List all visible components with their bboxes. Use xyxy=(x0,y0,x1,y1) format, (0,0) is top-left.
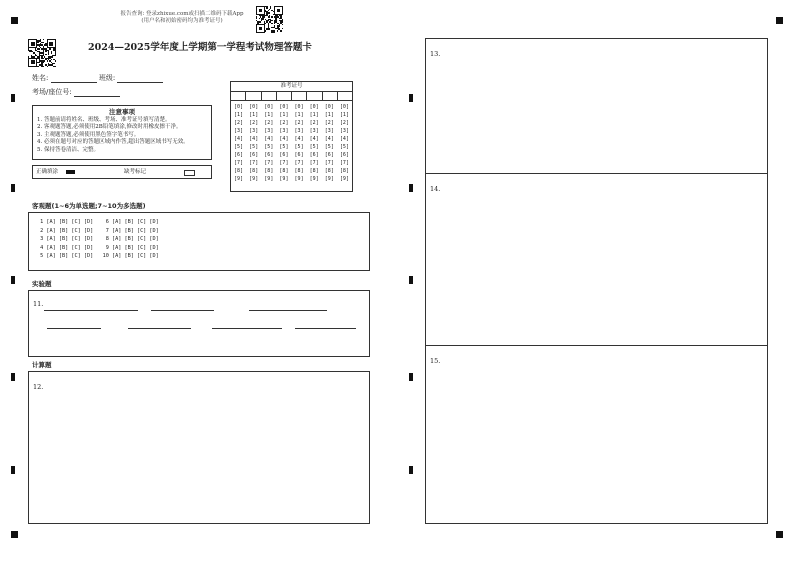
exam-id-bubble[interactable]: [3] xyxy=(294,128,304,134)
exam-id-write-cell[interactable] xyxy=(262,92,277,100)
calculation-title: 计算题 xyxy=(32,361,52,369)
objective-row[interactable]: 3 [A] [B] [C] [D] 8 [A] [B] [C] [D] xyxy=(37,236,159,242)
question-12-box[interactable] xyxy=(28,371,370,524)
exam-id-bubble[interactable]: [1] xyxy=(234,112,244,118)
exam-id-bubble[interactable]: [9] xyxy=(309,176,319,182)
exam-id-bubble[interactable]: [5] xyxy=(324,144,334,150)
exam-id-bubble[interactable]: [0] xyxy=(294,104,304,110)
exam-id-column xyxy=(307,103,322,183)
exam-id-bubble[interactable]: [5] xyxy=(339,144,349,150)
exam-id-bubble[interactable]: [0] xyxy=(324,104,334,110)
exam-id-bubble[interactable]: [4] xyxy=(294,136,304,142)
exam-id-bubble[interactable]: [3] xyxy=(249,128,259,134)
question-12-label: 12. xyxy=(33,383,44,391)
page-title: 2024—2025学年度上学期第一学程考试物理答题卡 xyxy=(88,42,312,53)
exam-id-bubble[interactable]: [8] xyxy=(324,168,334,174)
exam-id-bubble[interactable]: [8] xyxy=(339,168,349,174)
exam-id-bubble[interactable]: [6] xyxy=(264,152,274,158)
objective-row[interactable]: 1 [A] [B] [C] [D] 6 [A] [B] [C] [D] xyxy=(37,219,159,225)
class-label: 班级: xyxy=(98,74,116,82)
objective-row[interactable]: 2 [A] [B] [C] [D] 7 [A] [B] [C] [D] xyxy=(37,227,159,234)
exam-id-bubble[interactable]: [5] xyxy=(264,144,274,150)
correct-fill-label: 正确填涂 xyxy=(36,169,59,175)
exam-id-write-cell[interactable] xyxy=(323,92,338,100)
objective-title: 客观题(1~6为单选题;7~10为多选题) xyxy=(32,202,146,210)
note-item: 5. 保持答卷清洁、完整。 xyxy=(37,146,99,153)
exam-id-bubble[interactable]: [3] xyxy=(339,128,349,134)
exam-id-bubble[interactable]: [1] xyxy=(339,112,349,118)
exam-id-bubble[interactable]: [4] xyxy=(249,136,259,142)
exam-id-bubble[interactable]: [4] xyxy=(279,136,289,142)
objective-box xyxy=(28,212,370,271)
exam-id-bubble[interactable]: [6] xyxy=(234,152,244,158)
exam-id-bubble[interactable]: [2] xyxy=(234,120,244,126)
note-item: 3. 主观题答题,必须使用黑色签字笔书写。 xyxy=(37,131,140,138)
timing-mark xyxy=(11,184,15,192)
exam-id-bubble[interactable]: [9] xyxy=(339,176,349,182)
report-notice-line1: 报告查询: 登录zhixue.com或扫描二维码下载App xyxy=(120,11,244,17)
notes-box xyxy=(32,105,212,160)
exam-id-bubble[interactable]: [1] xyxy=(279,112,289,118)
exam-id-bubble[interactable]: [6] xyxy=(294,152,304,158)
exam-id-bubble[interactable]: [3] xyxy=(324,128,334,134)
exam-id-bubble[interactable]: [8] xyxy=(294,168,304,174)
exam-id-bubble[interactable]: [0] xyxy=(309,104,319,110)
question-11-label: 11. xyxy=(33,300,44,308)
corner-mark-bottom-left xyxy=(11,531,18,538)
timing-mark xyxy=(11,373,15,381)
exam-id-box xyxy=(230,81,353,192)
exam-id-bubble[interactable]: [4] xyxy=(309,136,319,142)
exam-id-bubble[interactable]: [7] xyxy=(234,160,244,166)
exam-id-write-cell[interactable] xyxy=(246,92,261,100)
absent-mark-box[interactable] xyxy=(184,170,195,176)
exam-id-column xyxy=(276,103,291,183)
note-item: 1. 答题前请将姓名、班级、考场、准考证号填写清楚。 xyxy=(37,117,171,123)
exam-id-bubble[interactable]: [4] xyxy=(264,136,274,142)
timing-mark xyxy=(11,466,15,474)
exam-id-bubble-grid xyxy=(231,101,352,183)
class-field[interactable] xyxy=(117,82,163,83)
exam-id-bubble[interactable]: [5] xyxy=(279,144,289,150)
exam-id-bubble[interactable]: [9] xyxy=(324,176,334,182)
exam-id-bubble[interactable]: [7] xyxy=(339,160,349,166)
answer-blank[interactable] xyxy=(212,328,282,329)
exam-id-bubble[interactable]: [7] xyxy=(264,160,274,166)
qr-code-sheet xyxy=(28,39,56,67)
exam-id-title: 准考证号 xyxy=(231,82,352,92)
exam-id-write-cell[interactable] xyxy=(231,92,246,100)
exam-id-column xyxy=(231,103,246,183)
exam-id-bubble[interactable]: [5] xyxy=(294,144,304,150)
exam-id-bubble[interactable]: [7] xyxy=(294,160,304,166)
exam-id-bubble[interactable]: [8] xyxy=(264,168,274,174)
exam-id-bubble[interactable]: [2] xyxy=(249,120,259,126)
exam-id-bubble[interactable]: [3] xyxy=(279,128,289,134)
exam-id-bubble[interactable]: [8] xyxy=(249,168,259,174)
corner-mark-bottom-right xyxy=(776,531,783,538)
exam-id-write-row[interactable] xyxy=(231,92,352,101)
exam-id-bubble[interactable]: [2] xyxy=(339,120,349,126)
objective-row[interactable]: 5 [A] [B] [C] [D] 10 [A] [B] [C] [D] xyxy=(37,253,159,259)
timing-mark xyxy=(409,94,413,102)
timing-mark xyxy=(409,466,413,474)
exam-id-bubble[interactable]: [9] xyxy=(264,176,274,182)
exam-id-write-cell[interactable] xyxy=(292,92,307,100)
notes-title: 注意事项 xyxy=(109,108,135,116)
experiment-box xyxy=(28,290,370,357)
answer-blank[interactable] xyxy=(151,310,214,311)
note-item: 4. 必须在题号对应的答题区域内作答,超出答题区域书写无效。 xyxy=(37,139,189,146)
question-15-box[interactable] xyxy=(425,345,768,524)
exam-id-bubble[interactable]: [9] xyxy=(234,176,244,182)
exam-id-column xyxy=(292,103,307,183)
exam-id-bubble[interactable]: [1] xyxy=(324,112,334,118)
corner-mark-top-right xyxy=(776,17,783,24)
seat-field[interactable] xyxy=(74,96,120,97)
exam-id-column xyxy=(246,103,261,183)
question-15-label: 15. xyxy=(430,357,441,365)
exam-id-bubble[interactable]: [4] xyxy=(324,136,334,142)
exam-id-bubble[interactable]: [5] xyxy=(249,144,259,150)
exam-id-bubble[interactable]: [4] xyxy=(339,136,349,142)
exam-id-bubble[interactable]: [1] xyxy=(264,112,274,118)
exam-id-bubble[interactable]: [3] xyxy=(234,128,244,134)
exam-id-bubble[interactable]: [3] xyxy=(264,128,274,134)
timing-mark xyxy=(409,184,413,192)
correct-fill-sample xyxy=(66,170,75,174)
qr-code-app xyxy=(256,6,283,33)
exam-id-bubble[interactable]: [0] xyxy=(234,104,244,110)
answer-blank[interactable] xyxy=(295,328,356,329)
exam-id-bubble[interactable]: [7] xyxy=(324,160,334,166)
exam-id-bubble[interactable]: [6] xyxy=(309,152,319,158)
timing-mark xyxy=(11,94,15,102)
exam-id-column xyxy=(261,103,276,183)
exam-id-write-cell[interactable] xyxy=(277,92,292,100)
report-notice-line2: (用户名和初始密码均为准考证号) xyxy=(141,18,223,25)
experiment-title: 实验题 xyxy=(32,280,52,288)
exam-id-bubble[interactable]: [7] xyxy=(249,160,259,166)
exam-id-write-cell[interactable] xyxy=(338,92,352,100)
exam-id-bubble[interactable]: [0] xyxy=(279,104,289,110)
name-field[interactable] xyxy=(51,82,97,83)
question-13-box[interactable] xyxy=(425,38,768,174)
exam-id-bubble[interactable]: [8] xyxy=(279,168,289,174)
exam-id-bubble[interactable]: [6] xyxy=(279,152,289,158)
exam-id-bubble[interactable]: [7] xyxy=(279,160,289,166)
exam-id-bubble[interactable]: [5] xyxy=(309,144,319,150)
exam-id-bubble[interactable]: [2] xyxy=(294,120,304,126)
exam-id-bubble[interactable]: [2] xyxy=(324,120,334,126)
exam-id-bubble[interactable]: [6] xyxy=(324,152,334,158)
report-notice xyxy=(112,11,252,26)
exam-id-bubble[interactable]: [9] xyxy=(294,176,304,182)
absent-mark-label: 缺考标记 xyxy=(124,169,147,175)
exam-id-bubble[interactable]: [2] xyxy=(264,120,274,126)
exam-id-bubble[interactable]: [1] xyxy=(309,112,319,118)
exam-id-bubble[interactable]: [6] xyxy=(339,152,349,158)
exam-id-bubble[interactable]: [1] xyxy=(294,112,304,118)
name-label: 姓名: xyxy=(32,74,49,82)
question-14-label: 14. xyxy=(430,185,441,193)
exam-id-write-cell[interactable] xyxy=(307,92,322,100)
fill-legend xyxy=(32,165,212,179)
exam-id-bubble[interactable]: [5] xyxy=(234,144,244,150)
exam-id-bubble[interactable]: [4] xyxy=(234,136,244,142)
exam-id-bubble[interactable]: [8] xyxy=(309,168,319,174)
timing-mark xyxy=(11,276,15,284)
exam-id-column xyxy=(322,103,337,183)
exam-id-bubble[interactable]: [1] xyxy=(249,112,259,118)
exam-id-bubble[interactable]: [3] xyxy=(309,128,319,134)
exam-id-bubble[interactable]: [2] xyxy=(279,120,289,126)
question-14-box[interactable] xyxy=(425,173,768,346)
answer-blank[interactable] xyxy=(249,310,327,311)
answer-blank[interactable] xyxy=(44,310,138,311)
timing-mark xyxy=(409,276,413,284)
answer-blank[interactable] xyxy=(128,328,191,329)
question-13-label: 13. xyxy=(430,50,441,58)
corner-mark-top-left xyxy=(11,17,18,24)
exam-id-bubble[interactable]: [0] xyxy=(264,104,274,110)
timing-mark xyxy=(409,373,413,381)
exam-id-bubble[interactable]: [0] xyxy=(339,104,349,110)
note-item: 2. 客观题答题,必须使用2B铅笔填涂,修改时用橡皮擦干净。 xyxy=(37,124,182,131)
student-info xyxy=(32,73,163,100)
exam-id-bubble[interactable]: [8] xyxy=(234,168,244,174)
notes-list xyxy=(37,117,207,154)
exam-id-bubble[interactable]: [9] xyxy=(279,176,289,182)
exam-id-bubble[interactable]: [0] xyxy=(249,104,259,110)
exam-id-column xyxy=(337,103,352,183)
seat-label: 考场/座位号: xyxy=(32,88,72,96)
exam-id-bubble[interactable]: [7] xyxy=(309,160,319,166)
exam-id-bubble[interactable]: [6] xyxy=(249,152,259,158)
exam-id-bubble[interactable]: [2] xyxy=(309,120,319,126)
answer-blank[interactable] xyxy=(47,328,101,329)
objective-row[interactable]: 4 [A] [B] [C] [D] 9 [A] [B] [C] [D] xyxy=(37,244,159,251)
exam-id-bubble[interactable]: [9] xyxy=(249,176,259,182)
